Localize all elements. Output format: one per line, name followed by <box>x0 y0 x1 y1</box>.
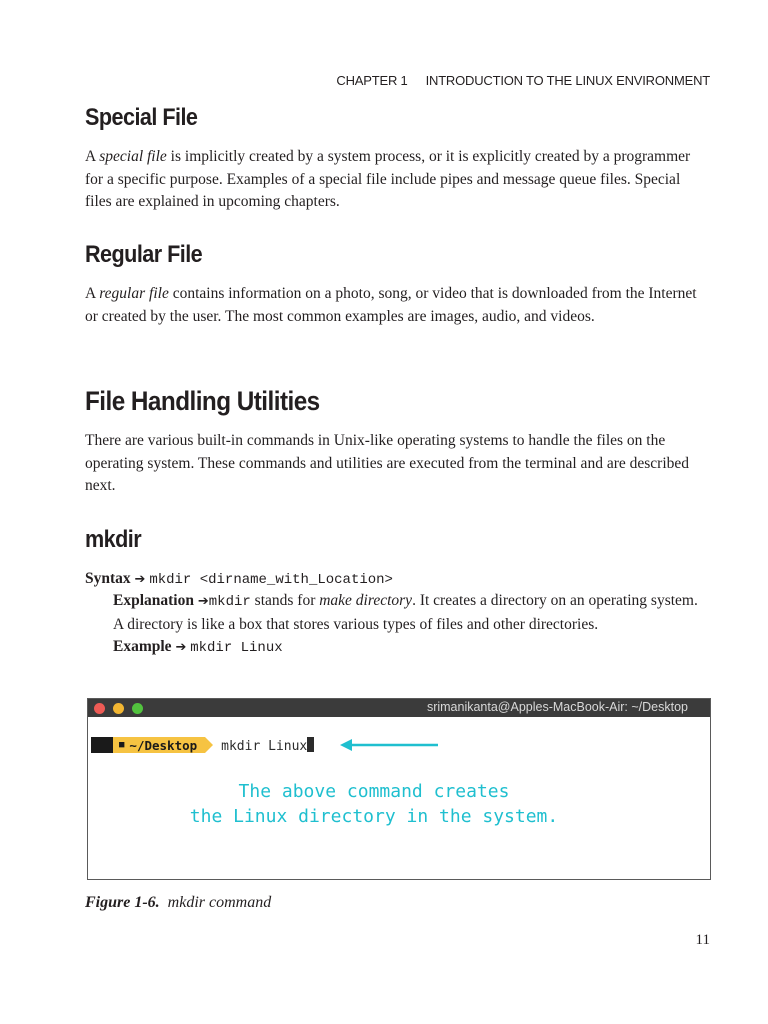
running-head-title: INTRODUCTION TO THE LINUX ENVIRONMENT <box>425 73 710 88</box>
paragraph-special-file <box>85 146 710 214</box>
apple-icon <box>91 737 113 753</box>
arrow-icon: ➔ <box>197 594 209 609</box>
regular-file-post: contains information on a photo, song, or video that is downloaded from the Internet or created by the user. The most common examples are images, audio, and videos. <box>85 285 697 325</box>
heading-regular-file: Regular File <box>85 241 203 268</box>
syntax-code: mkdir <dirname_with_Location> <box>149 572 393 588</box>
callout-line-2: the Linux directory in the system. <box>189 806 559 827</box>
explanation-paragraph <box>85 590 710 636</box>
special-file-pre: A <box>85 148 100 165</box>
terminal-command <box>221 737 314 754</box>
heading-mkdir: mkdir <box>85 526 142 553</box>
example-line <box>85 636 738 659</box>
prompt-path: ~/Desktop <box>129 737 198 753</box>
terminal-command-text: mkdir Linux <box>221 738 308 754</box>
special-file-post: is implicitly created by a system process, or it is explicitly created by a programmer for a specific purpose. Examples of a special file include pipes and message queue files. Special files are explained in upcoming chapters. <box>85 148 691 211</box>
example-label: Example <box>113 638 172 655</box>
page-number: 11 <box>695 932 710 948</box>
caption-label: Figure 1-6. <box>85 894 160 911</box>
heading-file-handling-utilities: File Handling Utilities <box>85 386 320 416</box>
special-file-term: special file <box>99 148 167 165</box>
example-code: mkdir Linux <box>190 640 283 656</box>
running-head-chapter: CHAPTER 1 <box>336 73 408 88</box>
terminal-window-title: srimanikanta@Apples-MacBook-Air: ~/Desktop <box>426 700 688 714</box>
explanation-post: . It creates a directory on an operating system. A directory is like a box that stores various types of files and other directories. <box>113 592 698 633</box>
running-head <box>336 73 710 88</box>
minimize-window-icon <box>113 703 124 714</box>
maximize-window-icon <box>132 703 143 714</box>
syntax-line <box>85 568 710 591</box>
folder-icon: ■ <box>119 740 125 750</box>
paragraph-file-handling: There are various built-in commands in Unix-like operating systems to handle the files on the operating system. These commands and utilities are executed from the terminal and are described next. <box>85 432 690 495</box>
regular-file-pre: A <box>85 285 100 302</box>
caption-text: mkdir command <box>167 894 272 911</box>
explanation-code: mkdir <box>208 594 251 610</box>
explanation-term: make directory <box>319 592 413 609</box>
terminal-cursor <box>307 737 314 752</box>
terminal-screenshot <box>87 698 711 880</box>
arrow-icon: ➔ <box>134 572 146 587</box>
terminal-prompt <box>91 737 314 753</box>
figure-caption <box>85 894 271 912</box>
prompt-path-segment <box>113 737 205 753</box>
paragraph-regular-file <box>85 283 710 328</box>
terminal-callout <box>88 779 710 829</box>
explanation-label: Explanation <box>113 592 194 609</box>
pointer-arrow-icon <box>340 738 440 752</box>
close-window-icon <box>94 703 105 714</box>
callout-line-1: The above command creates <box>238 781 510 802</box>
heading-special-file: Special File <box>85 104 198 131</box>
regular-file-term: regular file <box>99 285 169 302</box>
terminal-titlebar <box>88 699 710 717</box>
explanation-mid: stands for <box>250 592 320 609</box>
syntax-label: Syntax <box>85 570 131 587</box>
arrow-icon: ➔ <box>175 640 187 655</box>
